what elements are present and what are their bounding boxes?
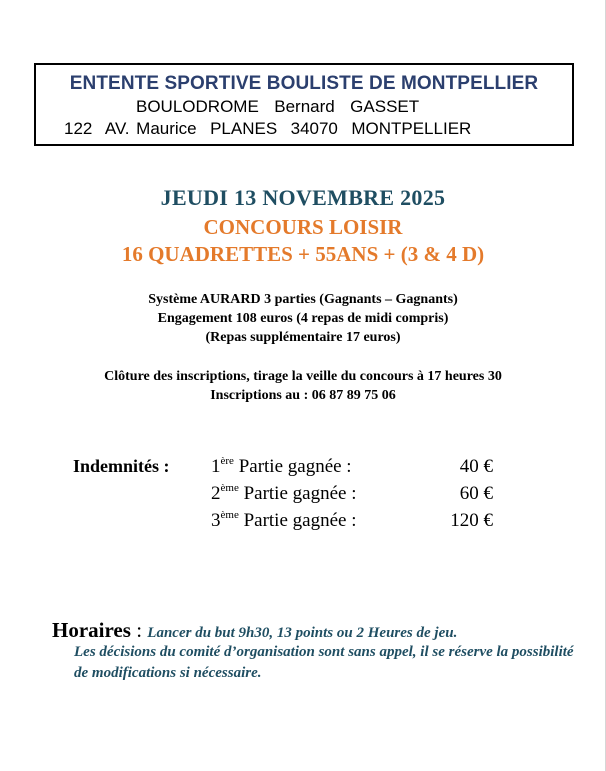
venue-name: BOULODROME Bernard GASSET <box>136 97 420 116</box>
schedule-text: Lancer du but 9h30, 13 points ou 2 Heures de jeu. <box>147 625 458 641</box>
indemnity-row <box>211 456 501 480</box>
indemnity-amount: 60 € <box>459 483 493 504</box>
game-system: Système AURARD 3 parties (Gagnants – Gagnants) <box>148 292 458 307</box>
indemnity-round: 3ème Partie gagnée : <box>211 509 357 531</box>
indemnity-row <box>211 483 501 507</box>
indemnity-amount: 120 € <box>450 510 493 531</box>
extra-meal: (Repas supplémentaire 17 euros) <box>205 330 401 345</box>
event-title: CONCOURS LOISIR <box>203 215 403 239</box>
venue-address: 122 AV. Maurice PLANES 34070 MONTPELLIER <box>64 119 472 138</box>
indemnity-round: 1ère Partie gagnée : <box>211 455 352 477</box>
header-box <box>34 63 574 146</box>
schedule-colon: : <box>130 618 148 642</box>
event-date: JEUDI 13 NOVEMBRE 2025 <box>160 185 446 210</box>
indemnity-row <box>211 510 501 534</box>
entry-fee: Engagement 108 euros (4 repas de midi compris) <box>157 311 449 326</box>
organization-name: ENTENTE SPORTIVE BOULISTE DE MONTPELLIER <box>69 73 539 94</box>
registration-closing: Clôture des inscriptions, tirage la veille du concours à 17 heures 30 <box>104 369 502 384</box>
committee-notice: Les décisions du comité d’organisation sont sans appel, il se réserve la possibilité de modifications si nécessaire. <box>74 644 574 681</box>
event-subtitle: 16 QUADRETTES + 55ANS + (3 & 4 D) <box>121 242 485 266</box>
schedule-label: Horaires <box>52 618 131 642</box>
schedule-line <box>52 618 457 643</box>
indemnity-amount: 40 € <box>459 456 493 477</box>
indemnities-label: Indemnités : <box>73 456 170 476</box>
indemnity-round: 2ème Partie gagnée : <box>211 482 357 504</box>
registration-phone: Inscriptions au : 06 87 89 75 06 <box>210 388 396 403</box>
